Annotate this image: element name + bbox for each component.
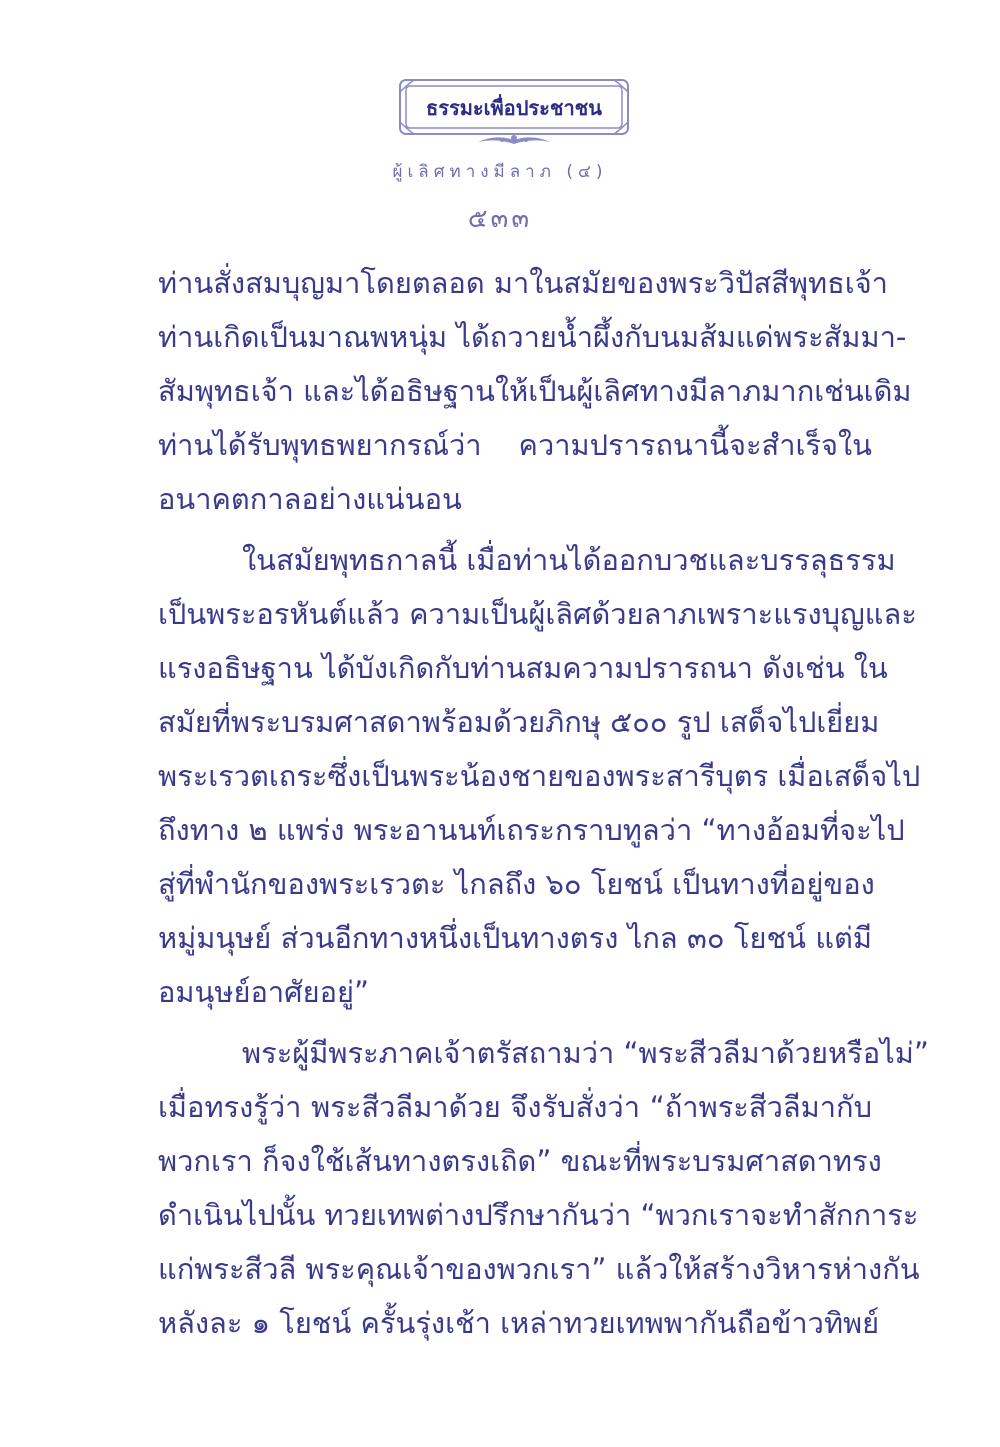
text-line: ในสมัยพุทธกาลนี้ เมื่อท่านได้ออกบวชและบรรลุธรรม — [242, 543, 896, 577]
text-line: แรงอธิษฐาน ได้บังเกิดกับท่านสมความปรารถนา ดังเช่น ใน — [158, 651, 888, 685]
text-line: สมัยที่พระบรมศาสดาพร้อมด้วยภิกษุ ๕๐๐ รูป เสด็จไปเยี่ยม — [158, 705, 880, 739]
text-line: ท่านเกิดเป็นมาณพหนุ่ม ได้ถวายน้ำผึ้งกับนมส้มแด่พระสัมมา- — [158, 320, 907, 354]
paragraph — [158, 1026, 929, 1350]
text-line: พระผู้มีพระภาคเจ้าตรัสถามว่า “พระสีวลีมาด้วยหรือไม่” — [242, 1036, 929, 1070]
logo-ornament — [478, 135, 550, 144]
text-line: หลังละ ๑ โยชน์ ครั้นรุ่งเช้า เหล่าทวยเทพพากันถือข้าวทิพย์ — [158, 1306, 880, 1340]
text-line: พวกเรา ก็จงใช้เส้นทางตรงเถิด” ขณะที่พระบรมศาสดาทรง — [158, 1144, 882, 1178]
logo-text: ธรรมะเพื่อประชาชน — [426, 96, 602, 120]
series-title: ผู้เลิศทางมีลาภ (๔) — [392, 162, 608, 182]
text-line: หมู่มนุษย์ ส่วนอีกทางหนึ่งเป็นทางตรง ไกล ๓๐ โยชน์ แต่มี — [158, 921, 872, 955]
publication-logo — [398, 78, 630, 148]
text-line: เมื่อทรงรู้ว่า พระสีวลีมาด้วย จึงรับสั่งว่า “ถ้าพระสีวลีมากับ — [158, 1090, 872, 1124]
text-line: เป็นพระอรหันต์แล้ว ความเป็นผู้เลิศด้วยลาภเพราะแรงบุญและ — [158, 597, 917, 631]
text-line: สัมพุทธเจ้า และได้อธิษฐานให้เป็นผู้เลิศทางมีลาภมากเช่นเดิม — [158, 374, 912, 408]
page-number: ๕๓๓ — [467, 204, 533, 234]
text-line: ท่านได้รับพุทธพยากรณ์ว่า ความปรารถนานี้จะสำเร็จใน — [158, 428, 872, 462]
text-line: อมนุษย์อาศัยอยู่” — [158, 975, 370, 1009]
body-text — [158, 256, 929, 1350]
text-line: สู่ที่พำนักของพระเรวตะ ไกลถึง ๖๐ โยชน์ เป็นทางที่อยู่ของ — [158, 867, 875, 901]
logo-frame-graphic — [398, 78, 630, 148]
text-line: พระเรวตเถระซึ่งเป็นพระน้องชายของพระสารีบุตร เมื่อเสด็จไป — [158, 759, 921, 793]
paragraph — [158, 256, 912, 526]
text-line: แก่พระสีวลี พระคุณเจ้าของพวกเรา” แล้วให้สร้างวิหารห่างกัน — [158, 1252, 920, 1286]
text-line: ท่านสั่งสมบุญมาโดยตลอด มาในสมัยของพระวิปัสสีพุทธเจ้า — [158, 266, 888, 300]
paragraph — [158, 533, 921, 1019]
text-line: ถึงทาง ๒ แพร่ง พระอานนท์เถระกราบทูลว่า “ทางอ้อมที่จะไป — [158, 813, 905, 847]
text-line: อนาคตกาลอย่างแน่นอน — [158, 482, 462, 516]
text-line: ดำเนินไปนั้น ทวยเทพต่างปรึกษากันว่า “พวกเราจะทำสักการะ — [158, 1198, 919, 1232]
